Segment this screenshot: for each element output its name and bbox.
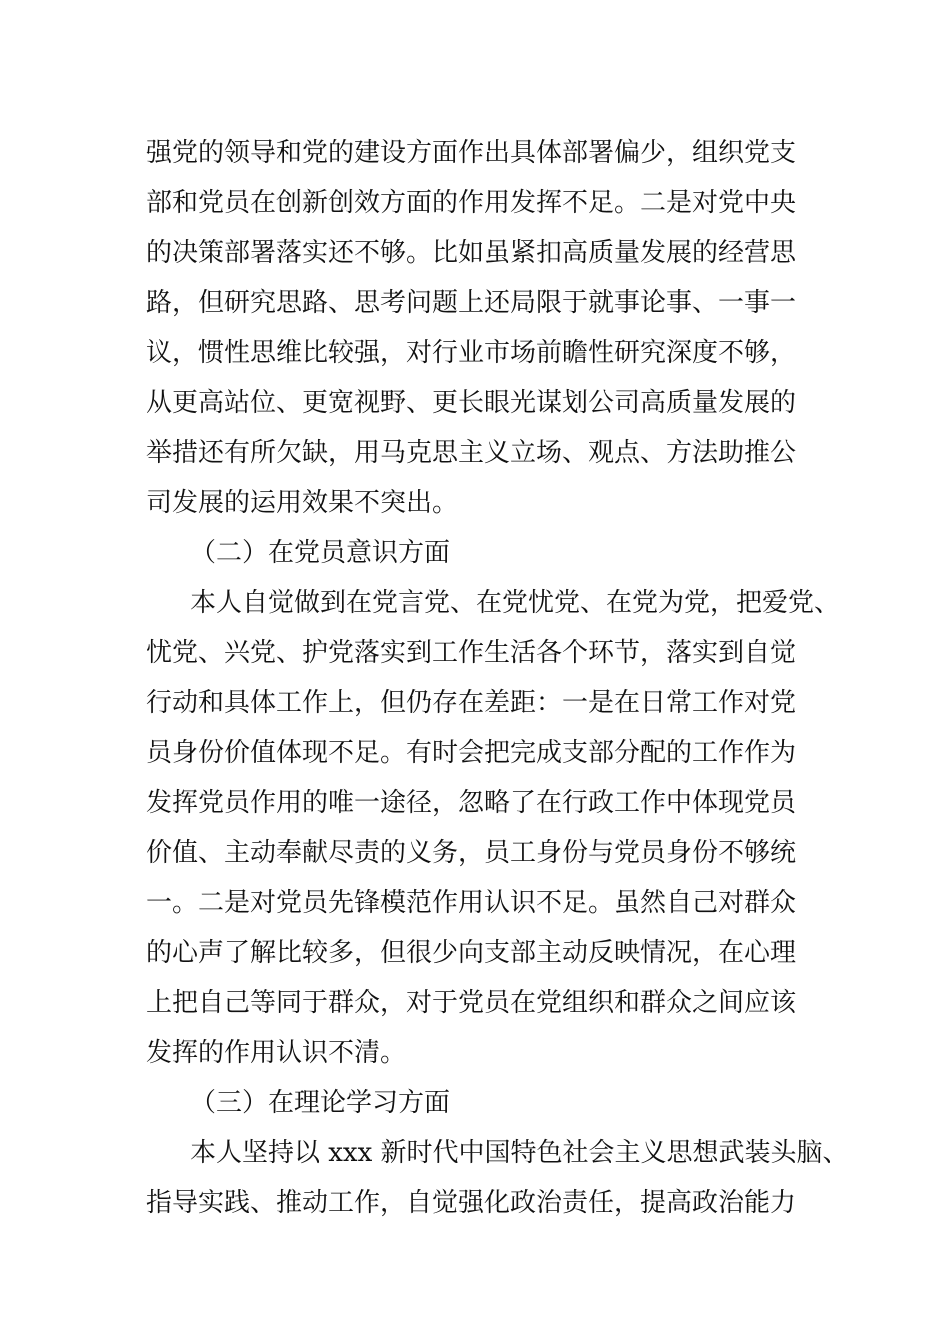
body-line: 部和党员在创新创效方面的作用发挥不足。二是对党中央 (146, 188, 797, 218)
body-line: 一。二是对党员先锋模范作用认识不足。虽然自己对群众 (146, 888, 797, 918)
body-line: 路，但研究思路、思考问题上还局限于就事论事、一事一 (146, 288, 797, 318)
body-line: 忧党、兴党、护党落实到工作生活各个环节，落实到自觉 (146, 638, 797, 668)
body-line: 发挥党员作用的唯一途径，忽略了在行政工作中体现党员 (146, 788, 797, 818)
body-line: 本人坚持以 xxx 新时代中国特色社会主义思想武装头脑、 (190, 1138, 849, 1168)
body-line: 上把自己等同于群众，对于党员在党组织和群众之间应该 (146, 988, 797, 1018)
body-line: 本人自觉做到在党言党、在党忧党、在党为党，把爱党、 (190, 588, 841, 618)
section-heading: （三）在理论学习方面 (190, 1088, 451, 1118)
body-line: 议，惯性思维比较强，对行业市场前瞻性研究深度不够， (146, 338, 797, 368)
body-line: 发挥的作用认识不清。 (146, 1038, 407, 1068)
body-line: 价值、主动奉献尽责的义务，员工身份与党员身份不够统 (146, 838, 797, 868)
body-line: 行动和具体工作上，但仍存在差距：一是在日常工作对党 (146, 688, 797, 718)
body-line: 强党的领导和党的建设方面作出具体部署偏少，组织党支 (146, 138, 797, 168)
body-line: 从更高站位、更宽视野、更长眼光谋划公司高质量发展的 (146, 388, 797, 418)
body-line: 司发展的运用效果不突出。 (146, 488, 459, 518)
body-line: 指导实践、推动工作，自觉强化政治责任，提高政治能力 (146, 1188, 797, 1218)
body-line: 举措还有所欠缺，用马克思主义立场、观点、方法助推公 (146, 438, 797, 468)
body-line: 的心声了解比较多，但很少向支部主动反映情况，在心理 (146, 938, 797, 968)
section-heading: （二）在党员意识方面 (190, 538, 451, 568)
body-line: 员身份价值体现不足。有时会把完成支部分配的工作作为 (146, 738, 797, 768)
document-body (146, 128, 849, 1228)
body-line: 的决策部署落实还不够。比如虽紧扣高质量发展的经营思 (146, 238, 797, 268)
